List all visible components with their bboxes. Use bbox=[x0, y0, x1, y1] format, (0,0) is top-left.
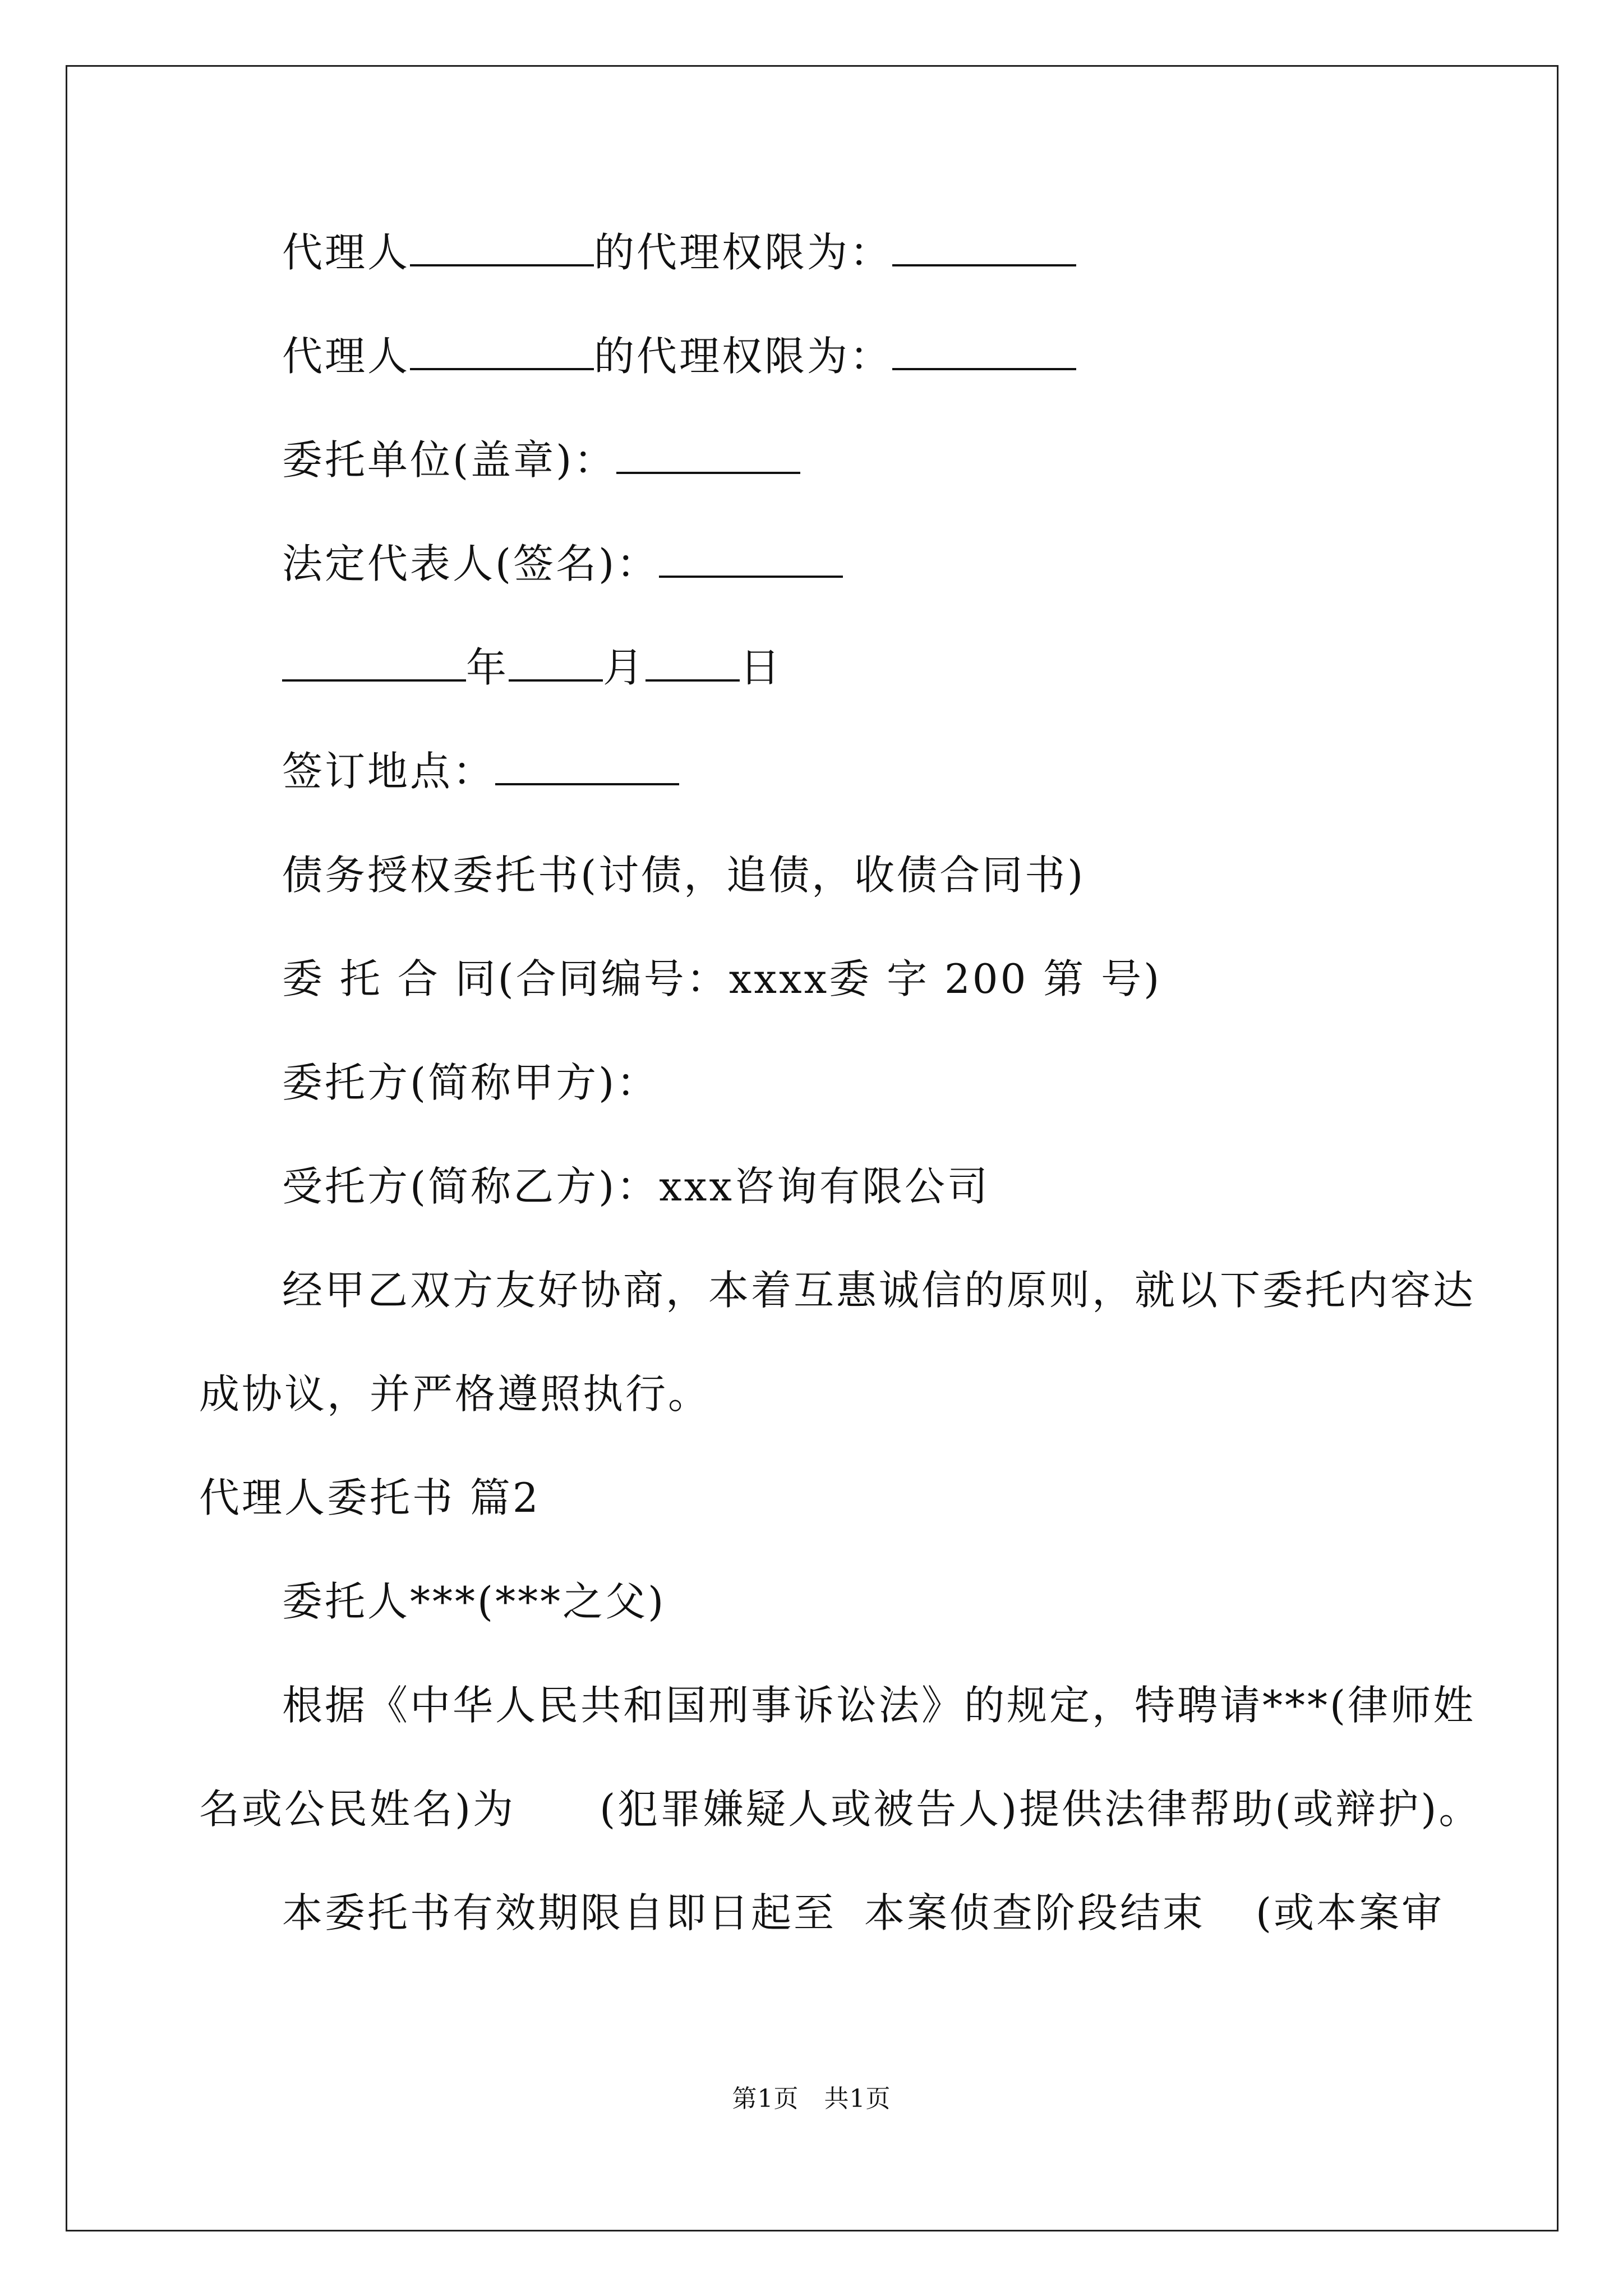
day-blank[interactable] bbox=[645, 645, 740, 682]
agent-authority-line-2 bbox=[282, 328, 1076, 384]
entrusting-unit-line bbox=[282, 432, 800, 488]
statute-paragraph-line-1: 根据《中华人民共和国刑事诉讼法》的规定，特聘请***(律师姓 bbox=[282, 1682, 1476, 1729]
validity-paragraph-line bbox=[282, 1885, 1444, 1941]
party-b-line: 受托方(简称乙方)：xxx咨询有限公司 bbox=[282, 1163, 990, 1210]
entrusting-unit-blank[interactable] bbox=[616, 437, 800, 474]
signing-place-label: 签订地点： bbox=[282, 748, 496, 795]
legal-rep-line bbox=[282, 536, 843, 592]
agent-label: 代理人 bbox=[282, 229, 411, 276]
signing-place-blank[interactable] bbox=[495, 748, 679, 785]
authority-label: 的代理权限为： bbox=[594, 229, 893, 276]
agent-name-blank[interactable] bbox=[410, 333, 594, 370]
year-blank[interactable] bbox=[282, 645, 466, 682]
party-a-line: 委托方(简称甲方)： bbox=[282, 1059, 660, 1106]
agent-name-blank[interactable] bbox=[410, 229, 594, 266]
authority-blank[interactable] bbox=[892, 333, 1076, 370]
day-label: 日 bbox=[740, 644, 783, 691]
entrusting-unit-label: 委托单位(盖章)： bbox=[282, 436, 617, 484]
year-label: 年 bbox=[466, 644, 509, 691]
trial-text: (或本案审 bbox=[1256, 1889, 1445, 1936]
legal-rep-label: 法定代表人(签名)： bbox=[282, 540, 660, 587]
debt-authorization-title: 债务授权委托书(讨债，追债，收债合同书) bbox=[282, 852, 1086, 899]
authority-label: 的代理权限为： bbox=[594, 333, 893, 380]
agent-authority-line-1 bbox=[282, 224, 1076, 280]
signing-place-line bbox=[282, 743, 679, 799]
validity-text: 本委托书有效期限自即日起至 bbox=[282, 1889, 837, 1936]
authority-blank[interactable] bbox=[892, 229, 1076, 266]
legal-help-text: (犯罪嫌疑人或被告人)提供法律帮助(或辩护)。 bbox=[600, 1786, 1482, 1833]
statute-paragraph-line-2 bbox=[199, 1781, 1481, 1837]
investigation-text: 本案侦查阶段结束 bbox=[864, 1889, 1206, 1936]
month-label: 月 bbox=[603, 644, 646, 691]
date-line bbox=[282, 639, 782, 696]
legal-rep-blank[interactable] bbox=[659, 541, 843, 578]
agreement-paragraph-line-1: 经甲乙双方友好协商，本着互惠诚信的原则，就以下委托内容达 bbox=[282, 1267, 1476, 1314]
principal-line: 委托人***(***之父) bbox=[282, 1578, 666, 1625]
month-blank[interactable] bbox=[509, 645, 603, 682]
lawyer-name-text: 名或公民姓名)为 bbox=[199, 1786, 516, 1833]
section-heading: 代理人委托书 篇2 bbox=[199, 1474, 541, 1521]
page-footer: 第1页 共1页 bbox=[732, 2085, 891, 2113]
contract-number-line: 委 托 合 同(合同编号：xxxx委 字 200 第 号) bbox=[282, 955, 1162, 1002]
agent-label: 代理人 bbox=[282, 333, 411, 380]
agreement-paragraph-line-2: 成协议，并严格遵照执行。 bbox=[199, 1370, 711, 1418]
